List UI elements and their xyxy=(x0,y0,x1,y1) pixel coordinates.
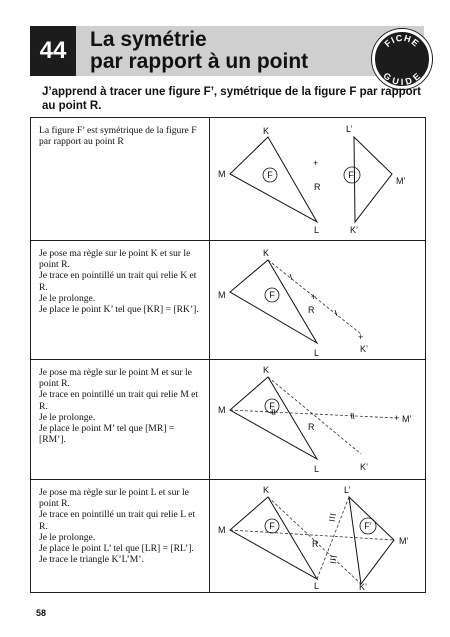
point-m-label: M xyxy=(218,405,226,415)
point-r-label: R xyxy=(312,539,319,549)
chapter-number: 44 xyxy=(30,26,76,76)
steps-table xyxy=(30,117,426,593)
step-figure xyxy=(210,480,425,593)
badge-bottom-text: GUIDE xyxy=(381,70,423,86)
point-k-label: K xyxy=(263,248,270,258)
fiche-guide-badge xyxy=(372,29,432,89)
dashed-mm-line xyxy=(230,410,397,418)
lesson-objective: J’apprend à tracer une figure F’, symétrique de la figure F par rapport au point R. xyxy=(42,86,421,112)
triangle-f xyxy=(230,137,317,222)
point-r-label: R xyxy=(308,305,315,315)
figure-f-label: F xyxy=(267,170,273,180)
point-m-prime-label: M’ xyxy=(402,414,412,424)
step-text: Je pose ma règle sur le point M et sur le point R. Je trace en pointillé un trait qui relie M et R. Je le prolonge. Je place le point M’ tel que [MR] = [RM’]. xyxy=(39,367,199,446)
title-line-2: par rapport à un point xyxy=(90,50,309,73)
point-m-label: M xyxy=(218,525,226,535)
triangle-f-prime xyxy=(349,497,394,584)
point-l-prime-label: L’ xyxy=(346,124,353,134)
step-text-cell xyxy=(31,118,210,240)
step-text: Je pose ma règle sur le point K et sur le point R. Je trace en pointillé un trait qui relie K et R. Je le prolonge. Je place le point K’ tel que [KR] = [RK’]. xyxy=(39,248,199,316)
svg-text:FICHE xyxy=(383,33,422,49)
svg-text:+: + xyxy=(358,332,364,342)
point-m-prime-label: M’ xyxy=(399,536,409,546)
step-figure xyxy=(210,241,425,360)
point-k-label: K xyxy=(263,365,270,375)
point-k-label: K xyxy=(263,485,270,495)
step-text: La figure F’ est symétrique de la figure F par rapport au point R xyxy=(39,125,197,148)
svg-text:GUIDE xyxy=(381,70,422,86)
triangle-f-prime xyxy=(354,137,392,222)
step-row xyxy=(31,359,425,480)
point-l-label: L xyxy=(314,464,320,474)
step-row xyxy=(31,118,425,240)
figure-f-prime-label: F’ xyxy=(364,521,372,531)
point-k-prime-label: K’ xyxy=(350,225,359,235)
step-figure xyxy=(210,360,425,480)
page-title xyxy=(90,29,308,73)
page-number: 58 xyxy=(36,608,47,618)
point-m-label: M xyxy=(218,169,226,179)
step-text-cell xyxy=(31,360,210,480)
point-l-label: L xyxy=(314,348,320,358)
point-k-prime-label: K’ xyxy=(360,462,369,472)
point-k-label: K xyxy=(263,126,270,136)
figure-f-label: F xyxy=(269,521,275,531)
point-l-label: L xyxy=(314,581,320,591)
step-row xyxy=(31,240,425,360)
point-k-prime-label: K’ xyxy=(359,582,368,592)
title-line-1: La symétrie xyxy=(90,28,207,51)
triangle-f xyxy=(230,377,317,459)
point-r-label: R xyxy=(314,182,321,192)
figure-f-prime-label: F’ xyxy=(348,170,356,180)
step-text: Je pose ma règle sur le point L et sur le point R. Je trace en pointillé un trait qui relie L et R. Je le prolonge. Je place le point L’ tel que [LR] = [RL’]. Je trace le triangle K’L’M’. xyxy=(39,487,196,566)
point-l-prime-label: L’ xyxy=(344,485,351,495)
step-text-cell xyxy=(31,241,210,360)
point-k-prime-label: K’ xyxy=(360,344,369,354)
chapter-header xyxy=(30,26,424,76)
step-row xyxy=(31,479,425,593)
dashed-ll-line xyxy=(317,497,349,579)
svg-text:+: + xyxy=(394,413,400,423)
svg-text:+: + xyxy=(313,158,319,168)
step-text-cell xyxy=(31,480,210,593)
figure-f-label: F xyxy=(269,401,275,411)
figure-f-label: F xyxy=(269,290,275,300)
point-r-label: R xyxy=(308,422,315,432)
step-figure xyxy=(210,118,425,240)
badge-top-text: FICHE xyxy=(382,32,422,50)
svg-text:+: + xyxy=(311,292,317,302)
point-m-prime-label: M’ xyxy=(396,176,406,186)
triangle-f xyxy=(230,497,317,579)
point-m-label: M xyxy=(218,290,226,300)
point-l-label: L xyxy=(314,225,320,235)
